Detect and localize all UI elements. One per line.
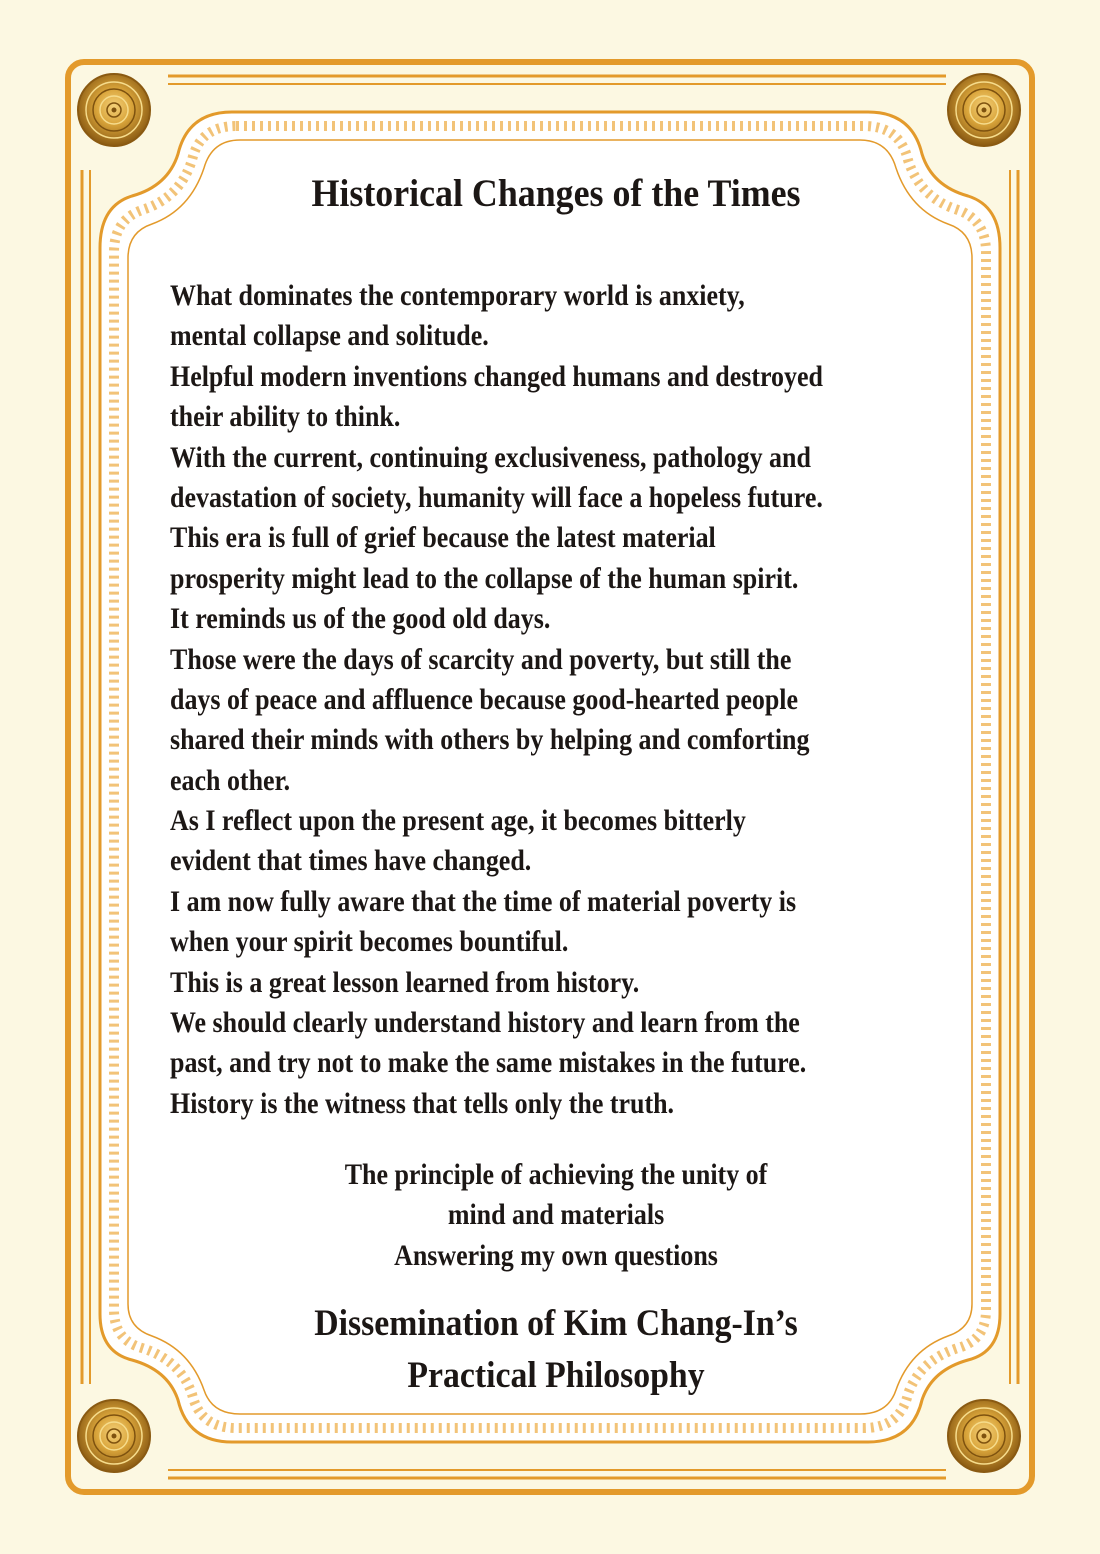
signature-line: Practical Philosophy [407, 1355, 705, 1396]
signature-line: Dissemination of Kim Chang-In’s [314, 1303, 798, 1344]
body-line: evident that times have changed. [170, 845, 532, 878]
body-line: each other. [170, 764, 291, 797]
body-line: History is the witness that tells only the truth. [170, 1087, 675, 1120]
body-line: This era is full of grief because the latest material [170, 522, 716, 555]
principle-block [243, 1155, 870, 1276]
body-line: As I reflect upon the present age, it becomes bitterly [170, 805, 746, 838]
body-line: when your spirit becomes bountiful. [170, 926, 569, 959]
body-line: shared their minds with others by helping and comforting [170, 724, 810, 757]
body-line: prosperity might lead to the collapse of the human spirit. [170, 562, 799, 595]
body-line: It reminds us of the good old days. [170, 603, 551, 636]
document-title: Historical Changes of the Times [311, 172, 801, 215]
body-line: days of peace and affluence because good-hearted people [170, 683, 799, 716]
body-text [170, 276, 909, 1124]
principle-line: mind and materials [447, 1199, 665, 1232]
body-line: Those were the days of scarcity and poverty, but still the [170, 643, 792, 676]
body-line: mental collapse and solitude. [170, 320, 489, 353]
body-line: We should clearly understand history and learn from the [170, 1007, 800, 1040]
body-line: past, and try not to make the same mistakes in the future. [170, 1047, 807, 1080]
body-line: devastation of society, humanity will face a hopeless future. [170, 481, 823, 514]
body-line: What dominates the contemporary world is anxiety, [170, 280, 745, 312]
principle-line: The principle of achieving the unity of [344, 1159, 768, 1191]
body-line: Helpful modern inventions changed humans and destroyed [170, 360, 823, 393]
signature-block [236, 1298, 877, 1402]
principle-line: Answering my own questions [394, 1239, 718, 1272]
body-line: I am now fully aware that the time of material poverty is [170, 885, 797, 918]
body-line: With the current, continuing exclusiveness, pathology and [170, 441, 811, 474]
body-line: their ability to think. [170, 401, 401, 434]
body-line: This is a great lesson learned from history. [170, 966, 640, 999]
